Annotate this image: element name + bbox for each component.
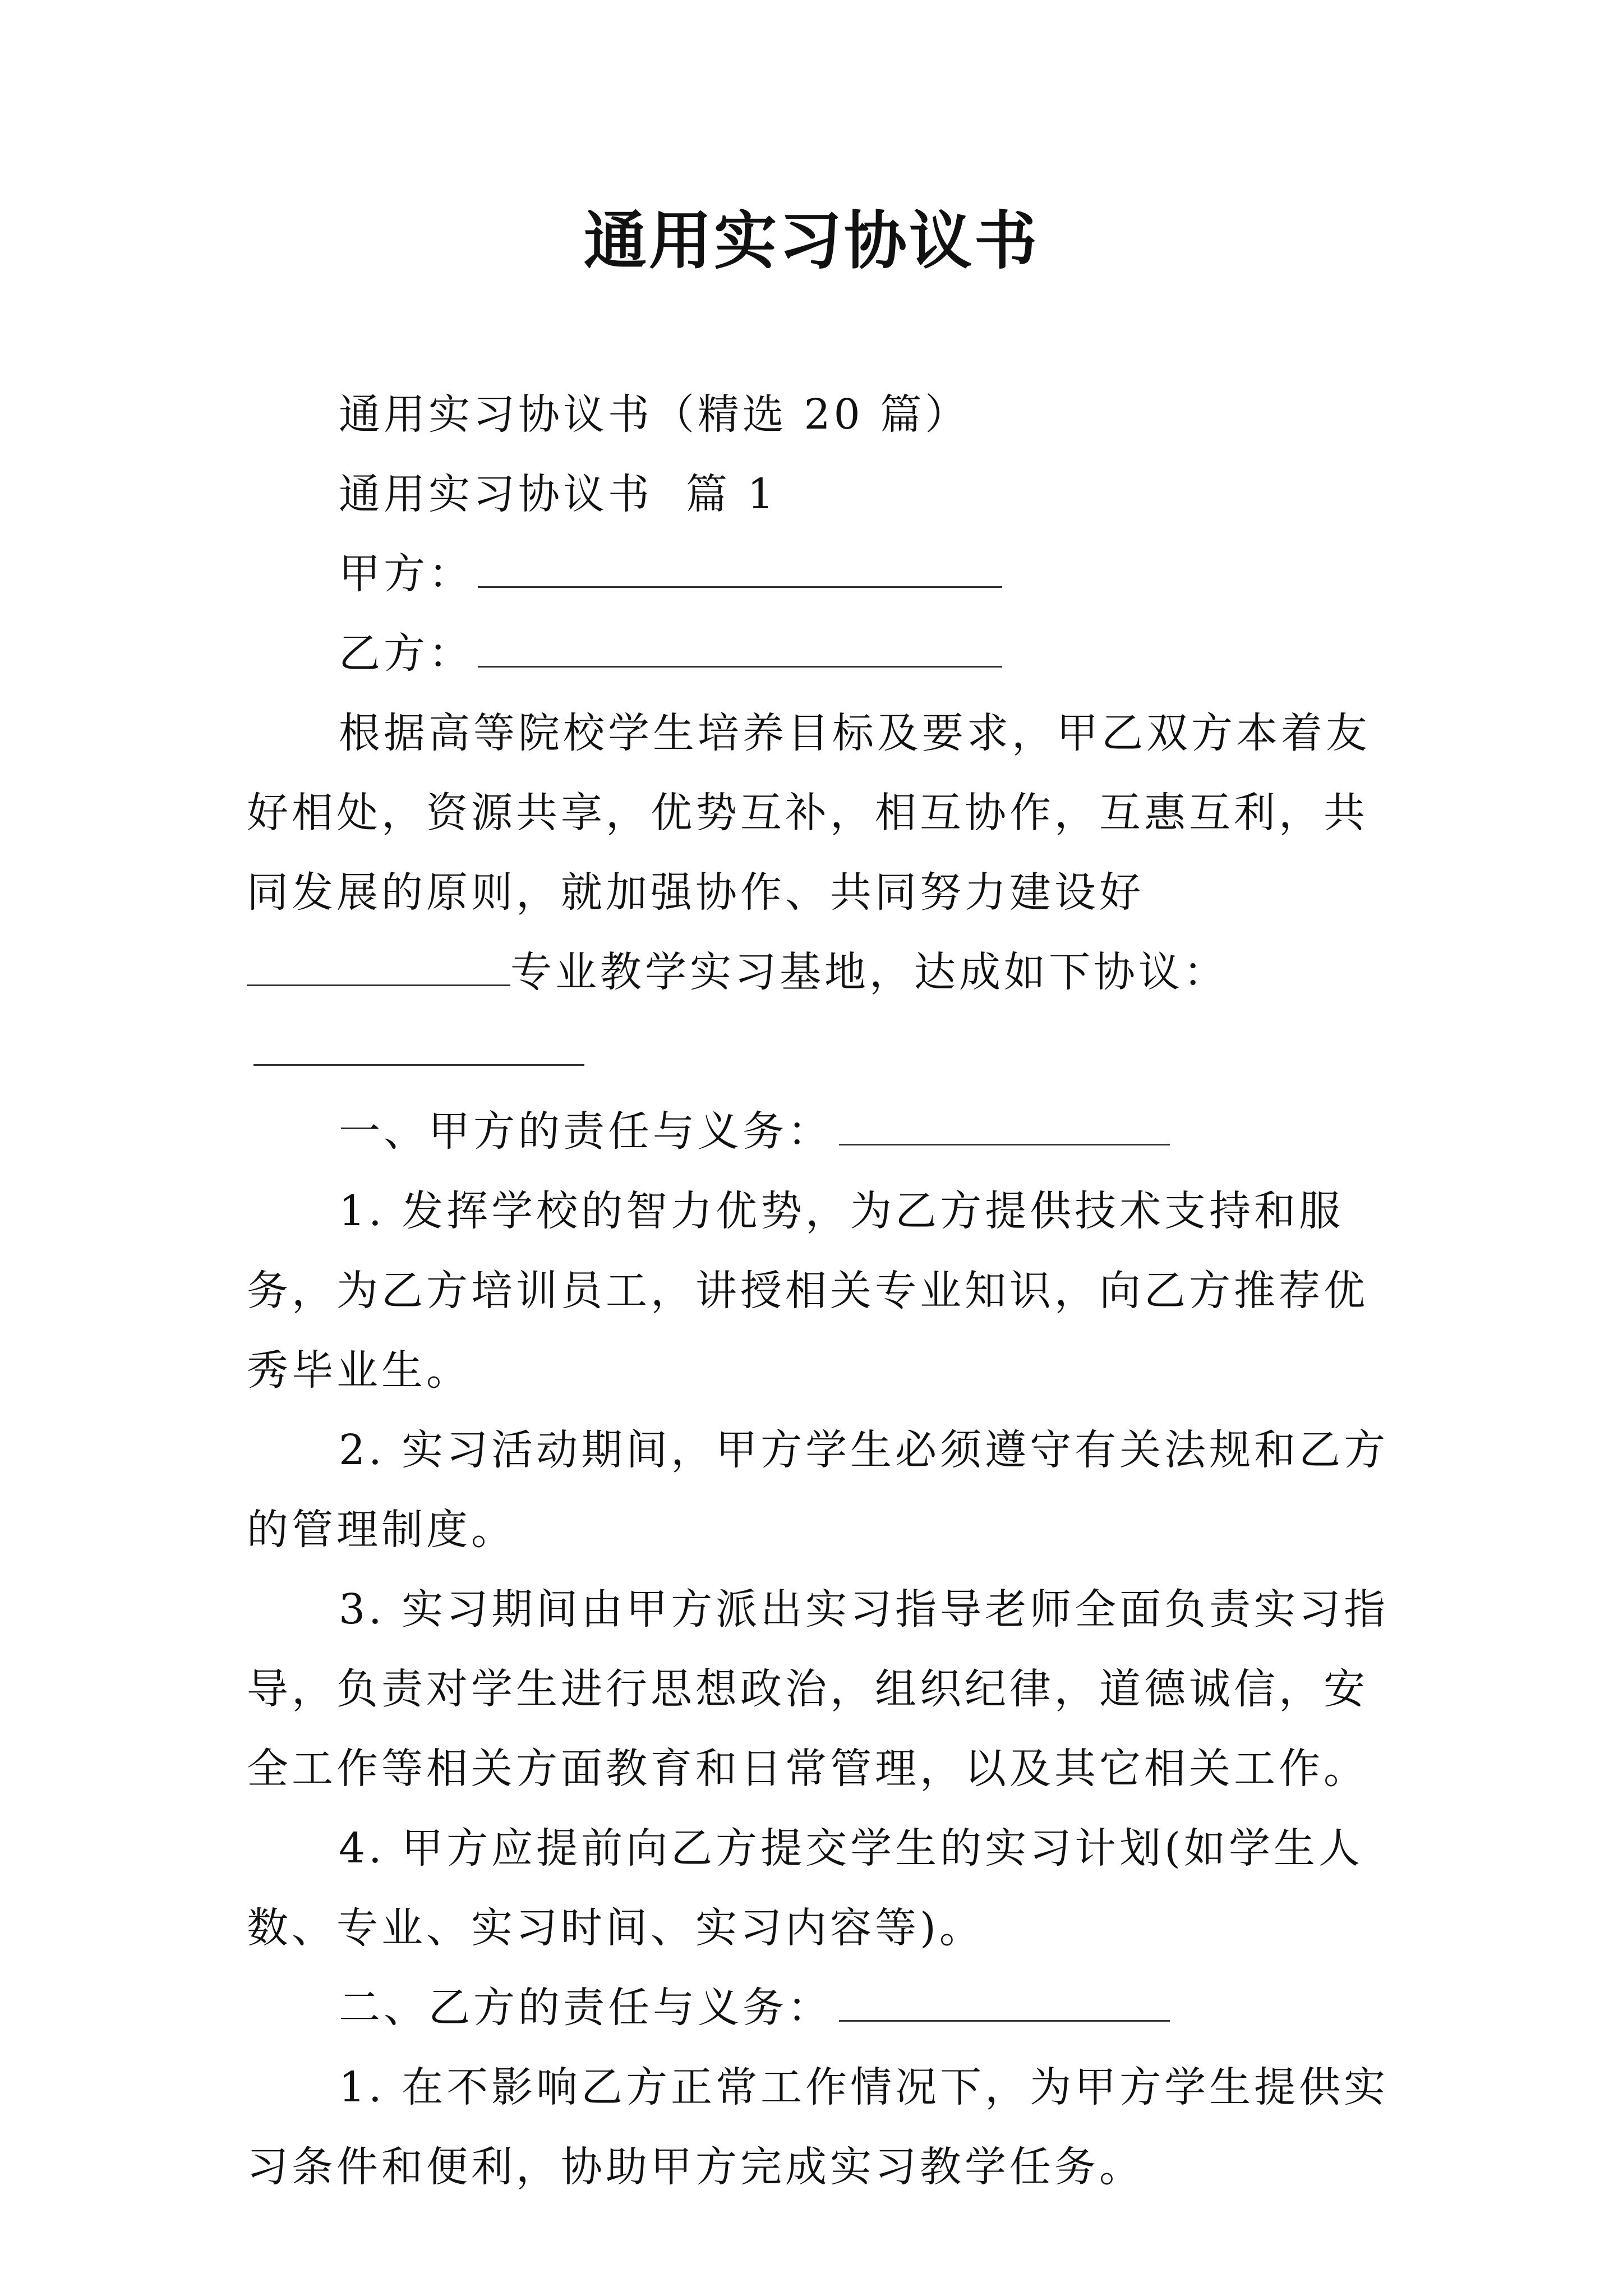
section1-heading: 一、甲方的责任与义务：: [339, 1107, 832, 1156]
intro-text-part2: 专业教学实习基地，达成如下协议：: [510, 948, 1228, 996]
party-b-line: [247, 614, 1391, 693]
document-body: [247, 375, 1391, 2207]
section-heading: 通用实习协议书 篇 1: [339, 470, 777, 518]
party-a-line: [247, 534, 1391, 614]
section2-heading-line: [247, 1968, 1391, 2047]
section2-blank: [839, 1985, 1170, 2022]
major-blank: [247, 950, 510, 986]
section1-item: 3. 实习期间由甲方派出实习指导老师全面负责实习指导，负责对学生进行思想政治，组织纪律，道德诚信，安全工作等相关方面教育和日常管理，以及其它相关工作。: [247, 1585, 1389, 1793]
party-b-blank: [478, 631, 1002, 668]
party-a-blank: [478, 551, 1002, 588]
section1-heading-line: [247, 1092, 1391, 1171]
intro-blank: [253, 1029, 584, 1066]
section2-heading: 二、乙方的责任与义务：: [339, 1984, 832, 2032]
section1-item: 4. 甲方应提前向乙方提交学生的实习计划(如学生人数、专业、实习时间、实习内容等)。: [247, 1824, 1363, 1952]
party-b-label: 乙方：: [339, 629, 473, 678]
section1-item: 1. 发挥学校的智力优势，为乙方提供技术支持和服务，为乙方培训员工，讲授相关专业知识，向乙方推荐优秀毕业生。: [247, 1187, 1368, 1395]
document-title: 通用实习协议书: [584, 204, 1039, 278]
section2-item: 1. 在不影响乙方正常工作情况下，为甲方学生提供实习条件和便利，协助甲方完成实习教学任务。: [247, 2063, 1389, 2191]
section1-blank: [839, 1109, 1170, 1145]
document-subtitle: 通用实习协议书（精选 20 篇）: [339, 390, 970, 439]
intro-paragraph: [247, 693, 1391, 1092]
party-a-label: 甲方：: [339, 550, 473, 598]
intro-text-part1: 根据高等院校学生培养目标及要求，甲乙双方本着友好相处，资源共享，优势互补，相互协作，互惠互利，共同发展的原则，就加强协作、共同努力建设好: [247, 709, 1371, 917]
section1-item: 2. 实习活动期间，甲方学生必须遵守有关法规和乙方的管理制度。: [247, 1426, 1389, 1554]
